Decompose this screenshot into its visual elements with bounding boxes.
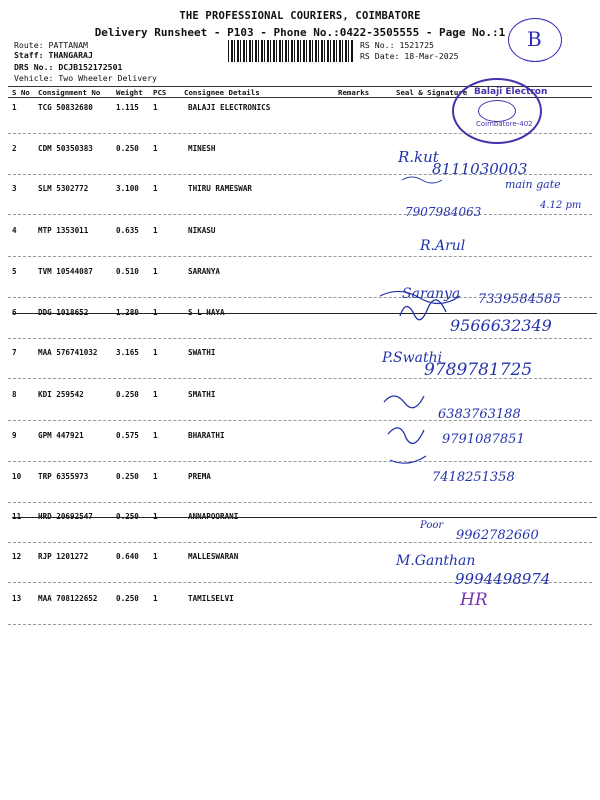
staff-value: THANGARAJ	[48, 50, 93, 60]
circled-letter-mark	[508, 18, 562, 62]
cell-pcs: 1	[153, 348, 158, 357]
handwritten-phone: 7418251358	[432, 470, 515, 485]
cell-consignee: ANNAPOORANI	[188, 512, 239, 521]
cell-pcs: 1	[153, 226, 158, 235]
col-header-pcs: PCS	[153, 88, 167, 97]
cell-sno: 3	[12, 184, 17, 193]
col-header-consignee: Consignee Details	[184, 88, 260, 97]
handwritten-signature: R.Arul	[420, 238, 466, 254]
cell-consignee: PREMA	[188, 472, 211, 481]
cell-consignment-no: CDM 50350383	[38, 144, 93, 153]
scribble	[380, 291, 460, 303]
vehicle-line	[14, 73, 157, 83]
cell-consignment-no: DDG 1018652	[38, 308, 89, 317]
cell-consignee: SWATHI	[188, 348, 216, 357]
route-line	[14, 40, 88, 50]
cell-sno: 8	[12, 390, 17, 399]
cell-weight: 0.250	[116, 390, 139, 399]
handwritten-phone: 8111030003	[432, 160, 528, 178]
cell-pcs: 1	[153, 390, 158, 399]
cell-weight: 3.165	[116, 348, 139, 357]
stamp-name: Balaji Electron	[474, 87, 548, 97]
cell-sno: 13	[12, 594, 22, 603]
col-header-weight: Weight	[116, 88, 143, 97]
col-header-signature: Seal & Signature	[396, 88, 468, 97]
cell-consignee: THIRU RAMESWAR	[188, 184, 253, 193]
cell-sno: 2	[12, 144, 17, 153]
scribble	[400, 300, 446, 320]
cell-consignee: TAMILSELVI	[188, 594, 234, 603]
cell-consignment-no: RJP 1201272	[38, 552, 89, 561]
cell-consignment-no: KDI 259542	[38, 390, 84, 399]
cell-weight: 3.100	[116, 184, 139, 193]
handwritten-signature: M.Ganthan	[396, 553, 476, 569]
handwritten-signature: Saranya	[402, 286, 461, 302]
rs-date-value: 18-Mar-2025	[404, 51, 459, 61]
col-header-sno: S No	[12, 88, 30, 97]
cell-weight: 0.510	[116, 267, 139, 276]
cell-consignment-no: TVM 10544087	[38, 267, 93, 276]
cell-pcs: 1	[153, 512, 158, 521]
cell-sno: 4	[12, 226, 17, 235]
drs-value: DCJB152172501	[58, 62, 123, 72]
handwritten-signature: P.Swathi	[382, 350, 443, 366]
scribble	[384, 396, 424, 408]
handwritten-phone: 6383763188	[438, 407, 521, 422]
cell-consignee: BHARATHI	[188, 431, 225, 440]
cell-consignee: S L HAYA	[188, 308, 225, 317]
col-header-remarks: Remarks	[338, 88, 370, 97]
cell-pcs: 1	[153, 431, 158, 440]
col-header-consignment: Consignment No	[38, 88, 101, 97]
handwritten-phone: 7339584585	[478, 292, 561, 307]
cell-sno: 5	[12, 267, 17, 276]
cell-weight: 1.280	[116, 308, 139, 317]
cell-sno: 9	[12, 431, 17, 440]
cell-sno: 10	[12, 472, 22, 481]
cell-consignee: MINESH	[188, 144, 216, 153]
rs-no-line	[360, 40, 434, 50]
company-seal-stamp	[452, 78, 548, 144]
cell-pcs: 1	[153, 552, 158, 561]
cell-weight: 0.250	[116, 512, 139, 521]
handwritten-phone: 9994498974	[455, 570, 551, 588]
cell-weight: 0.635	[116, 226, 139, 235]
cell-pcs: 1	[153, 103, 158, 112]
scribble	[402, 177, 442, 183]
cell-sno: 12	[12, 552, 22, 561]
cell-consignment-no: MAA 576741032	[38, 348, 98, 357]
cell-weight: 0.575	[116, 431, 139, 440]
rs-no-label: RS No.:	[360, 40, 395, 50]
cell-pcs: 1	[153, 144, 158, 153]
cell-consignment-no: MAA 708122652	[38, 594, 98, 603]
cell-weight: 0.250	[116, 144, 139, 153]
handwritten-phone: 9566632349	[450, 316, 552, 335]
cell-pcs: 1	[153, 594, 158, 603]
cell-pcs: 1	[153, 472, 158, 481]
handwritten-signature: R.kut	[398, 148, 439, 166]
cell-sno: 7	[12, 348, 17, 357]
cell-sno: 11	[12, 512, 22, 521]
handwritten-note: main gate	[505, 178, 561, 191]
staff-label: Staff:	[14, 50, 44, 60]
cell-consignment-no: TCG 50832680	[38, 103, 93, 112]
route-value: PATTANAM	[48, 40, 88, 50]
cell-consignee: SMATHI	[188, 390, 216, 399]
cell-consignment-no: MTP 1353011	[38, 226, 89, 235]
staff-line	[14, 50, 93, 60]
handwritten-signature: Poor	[420, 520, 444, 531]
barcode	[228, 40, 354, 62]
cell-pcs: 1	[153, 308, 158, 317]
vehicle-label: Vehicle:	[14, 73, 54, 83]
route-label: Route:	[14, 40, 44, 50]
handwritten-note: 4.12 pm	[540, 200, 582, 211]
handwritten-phone: 7907984063	[405, 205, 482, 219]
cell-consignment-no: GPM 447921	[38, 431, 84, 440]
drs-line	[14, 62, 122, 72]
runsheet-title: Delivery Runsheet - P103 - Phone No.:0422-3505555 - Page No.:1	[94, 26, 506, 39]
cell-weight: 0.250	[116, 594, 139, 603]
vehicle-value: Two Wheeler Delivery	[58, 73, 157, 83]
cell-consignment-no: HRD 20692547	[38, 512, 93, 521]
cell-weight: 0.640	[116, 552, 139, 561]
cell-consignment-no: TRP 6355973	[38, 472, 89, 481]
rs-date-line	[360, 51, 459, 61]
handwritten-phone: 9791087851	[442, 432, 525, 447]
handwritten-phone: 9962782660	[456, 528, 539, 543]
row-separator	[8, 624, 592, 625]
handwritten-phone: 9789781725	[424, 360, 533, 380]
circled-letter: B	[527, 27, 542, 51]
cell-sno: 6	[12, 308, 17, 317]
cell-consignee: BALAJI ELECTRONICS	[188, 103, 271, 112]
cell-weight: 1.115	[116, 103, 139, 112]
stamp-city: Coimbatore-402	[476, 120, 533, 128]
cell-consignment-no: SLM 5302772	[38, 184, 89, 193]
drs-label: DRS No.:	[14, 62, 54, 72]
cell-pcs: 1	[153, 267, 158, 276]
cell-consignee: NIKASU	[188, 226, 216, 235]
scribble	[388, 428, 424, 444]
cell-consignee: SARANYA	[188, 267, 221, 276]
scribble	[390, 456, 426, 463]
rs-no-value: 1521725	[399, 40, 434, 50]
cell-weight: 0.250	[116, 472, 139, 481]
rs-date-label: RS Date:	[360, 51, 400, 61]
cell-sno: 1	[12, 103, 17, 112]
cell-consignee: MALLESWARAN	[188, 552, 239, 561]
handwritten-signature: HR	[460, 590, 488, 610]
company-name: THE PROFESSIONAL COURIERS, COIMBATORE	[179, 10, 421, 22]
stamp-inner-ring	[478, 100, 516, 122]
handwriting-scribbles	[380, 140, 595, 620]
cell-pcs: 1	[153, 184, 158, 193]
